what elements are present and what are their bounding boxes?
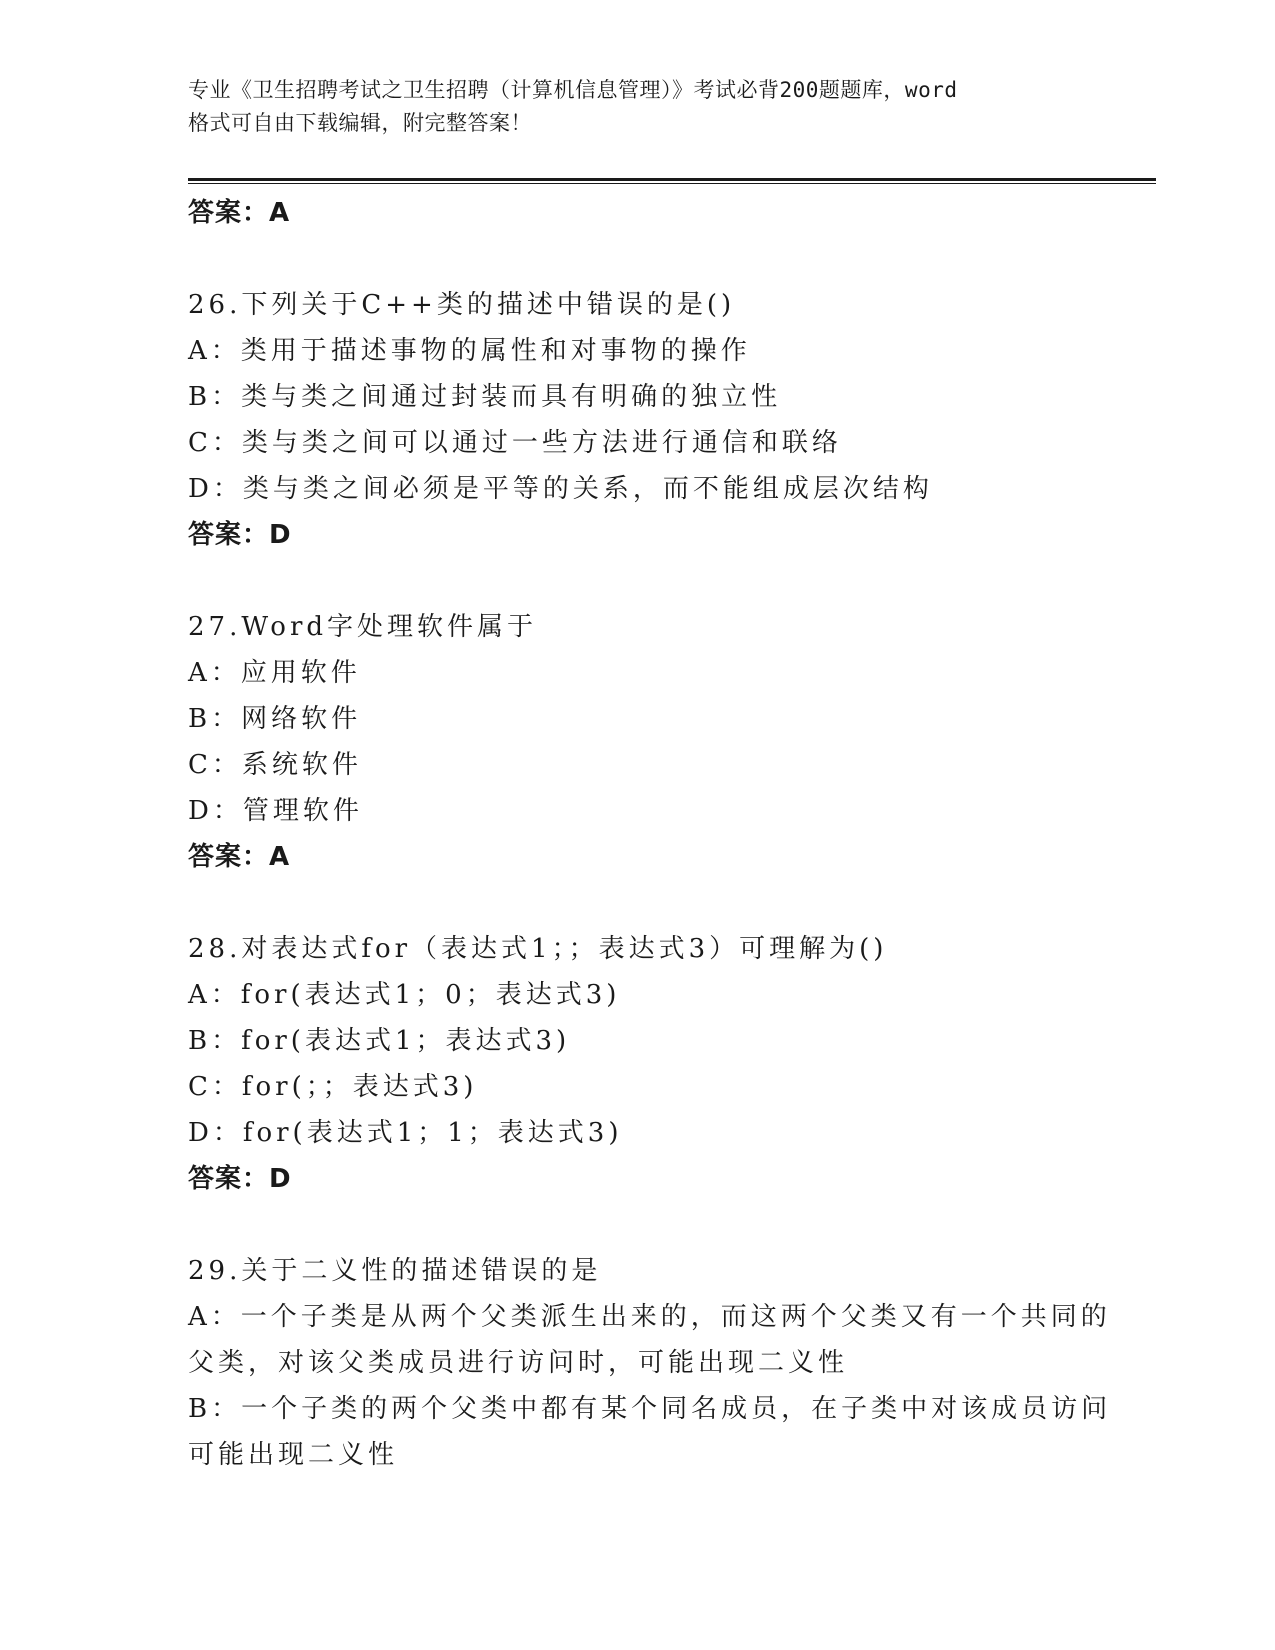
option-a: A：for(表达式1；0；表达式3) (188, 980, 621, 1010)
header-line-1: 专业《卫生招聘考试之卫生招聘（计算机信息管理）》考试必背200题题库，word (188, 78, 958, 102)
option-c: C：for(；；表达式3) (188, 1072, 478, 1102)
answer: 答案：D (188, 520, 292, 550)
option-b-line-2: 可能出现二义性 (188, 1440, 399, 1470)
option-a-line-2: 父类，对该父类成员进行访问时，可能出现二义性 (188, 1348, 849, 1378)
document-header (188, 74, 1088, 140)
question-text: 28.对表达式for（表达式1；；表达式3）可理解为() (188, 934, 888, 964)
question-29 (188, 1248, 1112, 1478)
answer: 答案：A (188, 842, 291, 872)
option-b: B：for(表达式1；表达式3) (188, 1026, 571, 1056)
spacer (188, 880, 1088, 926)
question-26 (188, 282, 1088, 558)
question-list (188, 190, 1112, 1478)
option-a: A：应用软件 (188, 658, 361, 688)
answer: 答案：D (188, 1164, 292, 1194)
question-28 (188, 926, 1088, 1202)
option-d: D：类与类之间必须是平等的关系，而不能组成层次结构 (188, 474, 933, 504)
option-a-line-1: A：一个子类是从两个父类派生出来的，而这两个父类又有一个共同的 (188, 1302, 1111, 1332)
spacer (188, 558, 1088, 604)
question-text: 27.Word字处理软件属于 (188, 612, 538, 642)
option-d: D：for(表达式1；1；表达式3) (188, 1118, 623, 1148)
option-b-line-1: B：一个子类的两个父类中都有某个同名成员，在子类中对该成员访问 (188, 1394, 1112, 1424)
option-c: C：类与类之间可以通过一些方法进行通信和联络 (188, 428, 842, 458)
option-b: B：类与类之间通过封装而具有明确的独立性 (188, 382, 782, 412)
spacer (188, 1202, 1088, 1248)
option-a: A：类用于描述事物的属性和对事物的操作 (188, 336, 751, 366)
header-divider-thin (188, 183, 1156, 184)
question-text: 26.下列关于C++类的描述中错误的是() (188, 290, 736, 320)
question-text: 29.关于二义性的描述错误的是 (188, 1256, 602, 1286)
spacer (188, 236, 1088, 282)
answer-q25: 答案：A (188, 198, 291, 228)
option-d: D：管理软件 (188, 796, 363, 826)
header-line-2: 格式可自由下载编辑，附完整答案！ (188, 111, 532, 135)
option-c: C：系统软件 (188, 750, 362, 780)
question-27 (188, 604, 1088, 880)
option-b: B：网络软件 (188, 704, 362, 734)
header-divider-thick (188, 178, 1156, 181)
